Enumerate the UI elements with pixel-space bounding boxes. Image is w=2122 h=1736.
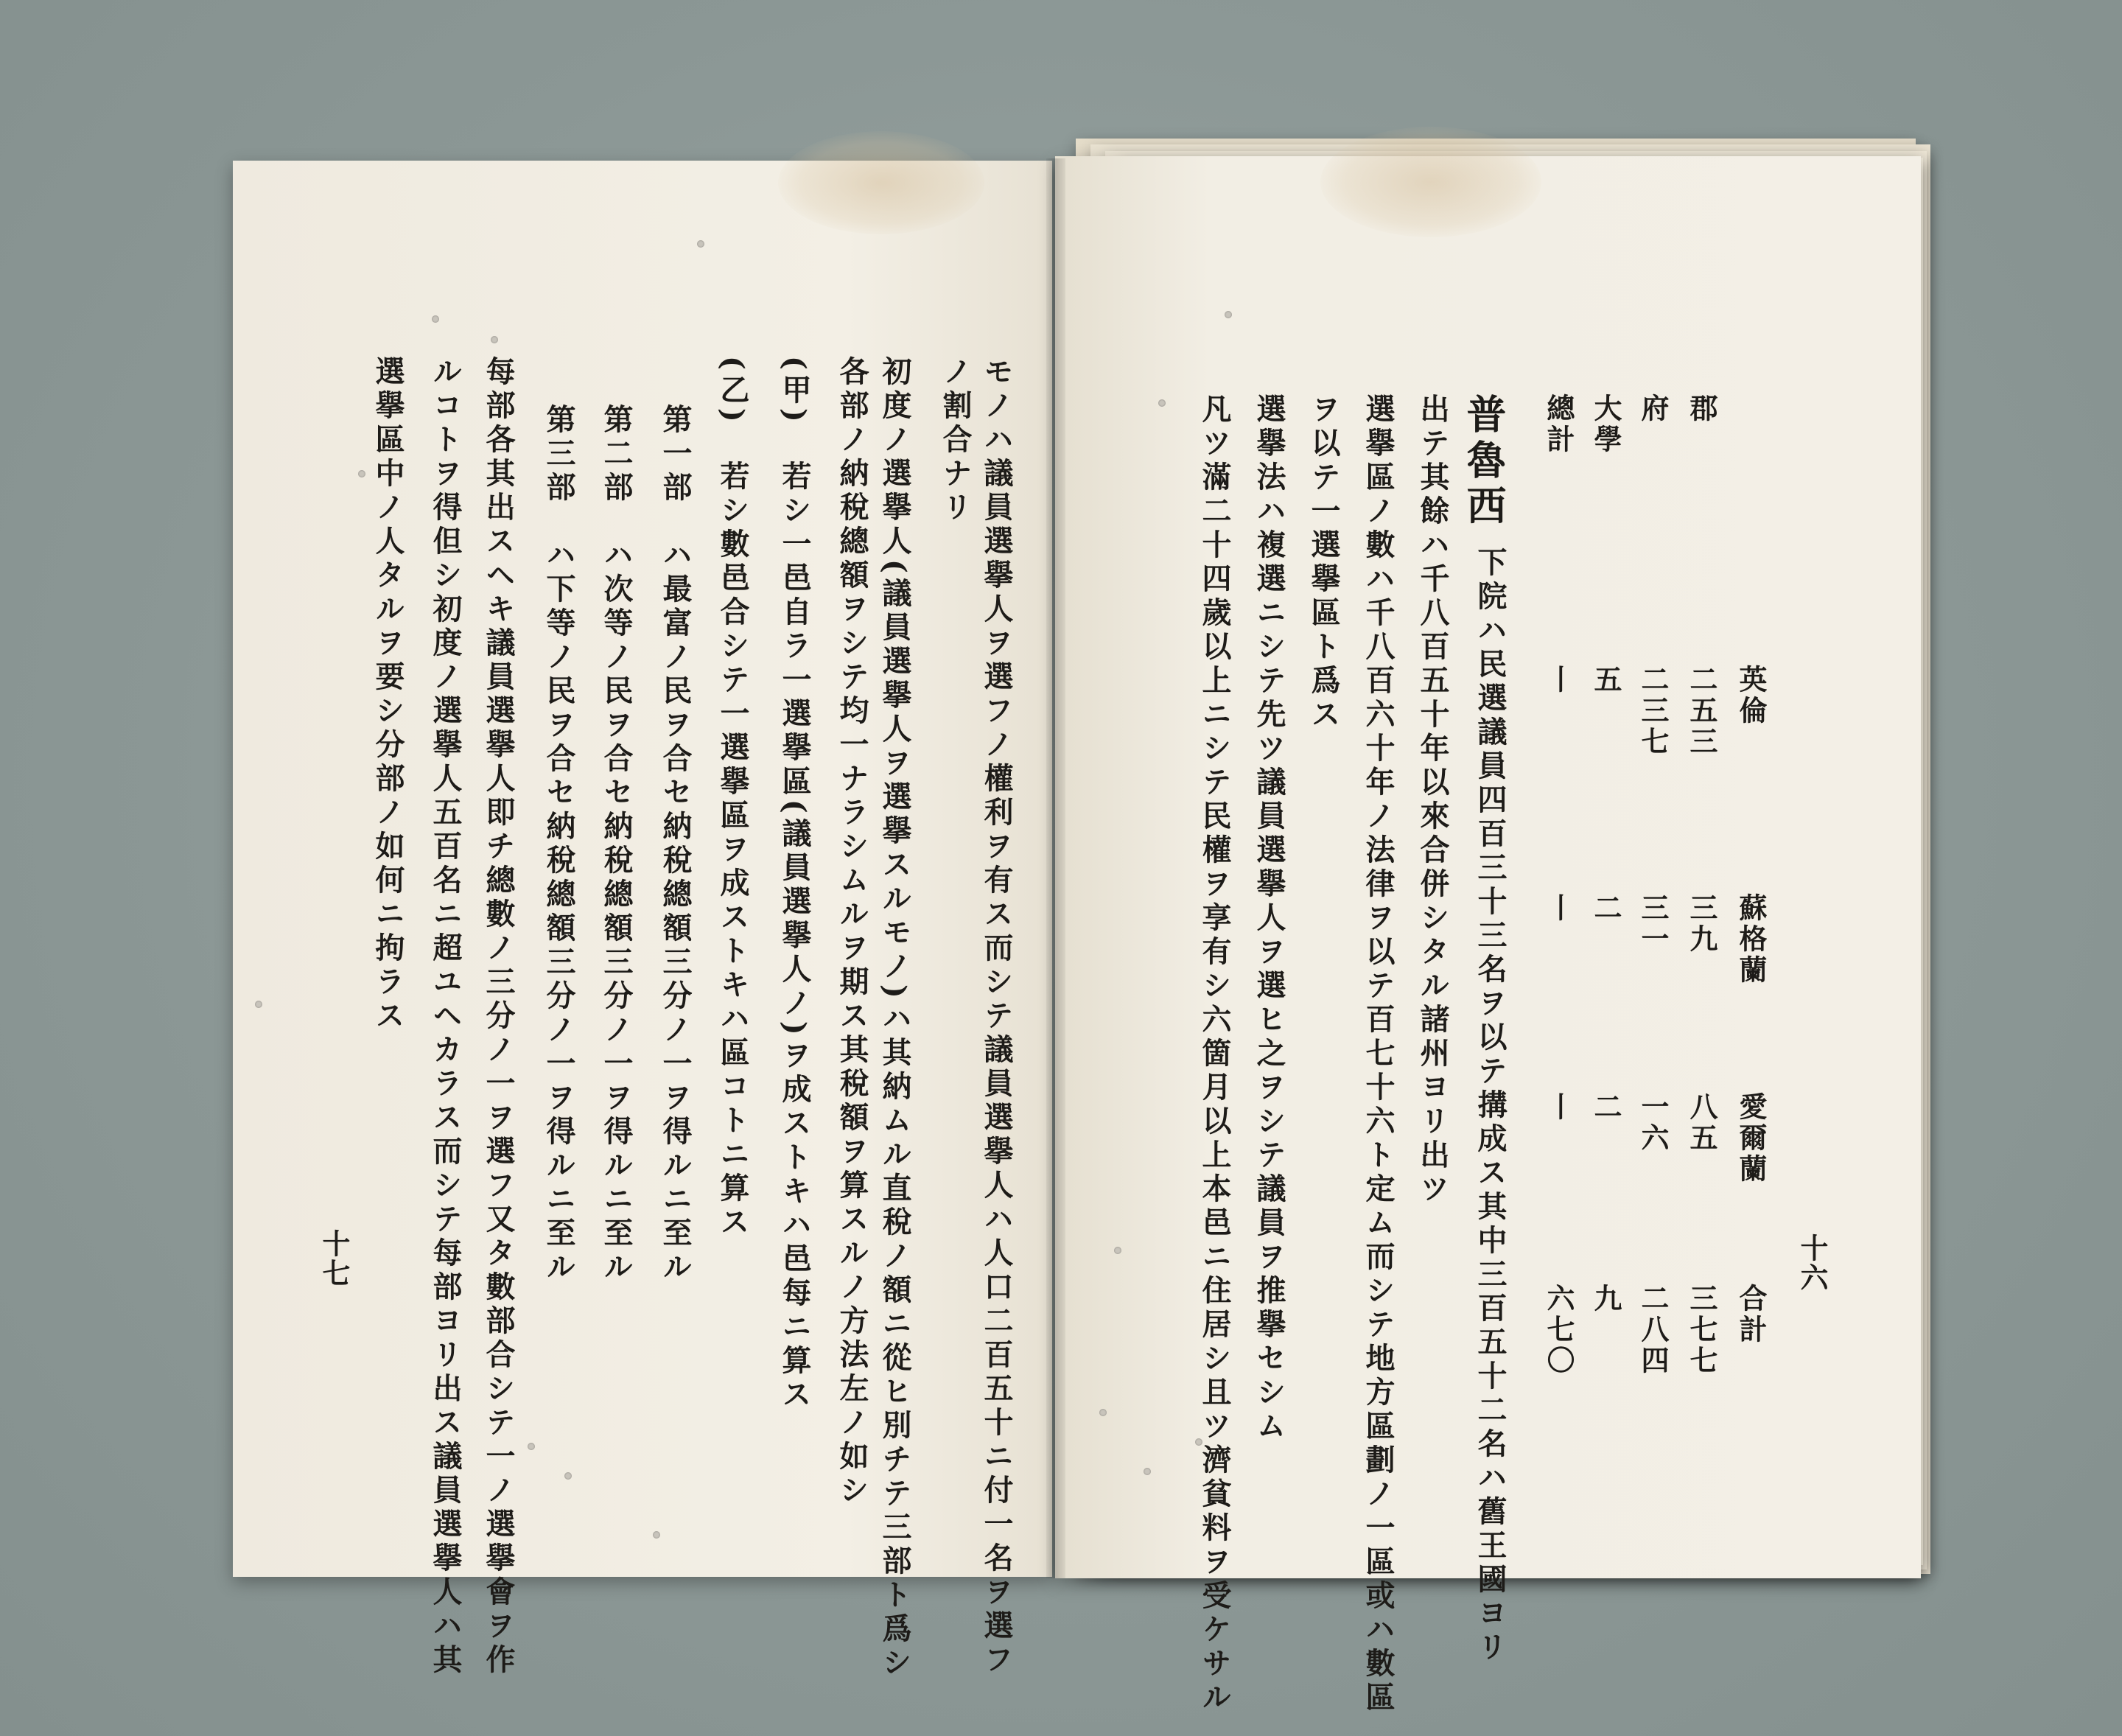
table-cell: 二 [1589, 1092, 1622, 1123]
table-cell: 二三七 [1636, 665, 1670, 757]
text-line: ヲ以テ一選擧區ト爲ス [1306, 393, 1341, 732]
table-cell: 三七七 [1685, 1284, 1718, 1376]
table-cell: 二 [1589, 893, 1622, 924]
text-line: 第一部 ハ最富ノ民ヲ合セ納稅總額三分ノ一ヲ得ルニ至ル [658, 404, 693, 1285]
binding-hole [491, 336, 498, 343]
table-cell: 九 [1589, 1284, 1622, 1315]
table-cell: 丨 [1542, 893, 1575, 924]
text-line: 選擧區ノ數ハ千八百六十年ノ法律ヲ以テ百七十六ト定ム而シテ地方區劃ノ一區或ハ數區 [1361, 393, 1396, 1715]
text-line: 第二部 ハ次等ノ民ヲ合セ納稅總額三分ノ一ヲ得ルニ至ル [599, 404, 634, 1285]
page-stain [1320, 127, 1541, 237]
book-gutter [1046, 158, 1065, 1578]
table-row-label: 總計 [1542, 393, 1575, 455]
table-cell: 丨 [1542, 665, 1575, 696]
text-line: 凡ツ滿二十四歲以上ニシテ民權ヲ享有シ六箇月以上本邑ニ住居シ且ツ濟貧料ヲ受ケサル [1197, 393, 1232, 1715]
table-cell: 丨 [1542, 1092, 1575, 1123]
text-line: 第三部 ハ下等ノ民ヲ合セ納稅總額三分ノ一ヲ得ルニ至ル [542, 404, 576, 1285]
binding-hole [1099, 1409, 1107, 1416]
text-line: 下院ハ民選議員四百三十三名ヲ以テ搆成ス其中三百五十二名ハ舊王國ヨリ [1473, 547, 1508, 1665]
binding-hole [432, 315, 439, 323]
table-header: 蘇格蘭 [1734, 893, 1768, 986]
table-header: 愛爾蘭 [1734, 1092, 1768, 1185]
section-title: 普魯西 [1460, 393, 1508, 531]
table-cell: 一六 [1636, 1092, 1670, 1154]
text-line: 出テ其餘ハ千八百五十年以來合併シタル諸州ヨリ出ツ [1415, 393, 1450, 1207]
binding-hole [1158, 399, 1166, 407]
text-line: 各部ノ納稅總額ヲシテ均一ナラシムルヲ期ス其稅額ヲ算スルノ方法左ノ如シ [835, 356, 869, 1508]
table-header: 英倫 [1734, 665, 1768, 727]
table-cell: 二五三 [1685, 665, 1718, 757]
binding-hole [528, 1443, 535, 1450]
table-cell: 五 [1589, 665, 1622, 696]
text-line: モノハ議員選擧人ヲ選フノ權利ヲ有ス而シテ議員選擧人ハ人口二百五十ニ付一名ヲ選フ [979, 356, 1014, 1678]
text-line: 選擧法ハ複選ニシテ先ツ議員選擧人ヲ選ヒ之ヲシテ議員ヲ推擧セシム [1252, 393, 1286, 1444]
binding-hole [255, 1001, 262, 1008]
text-line: 初度ノ選擧人(議員選擧人ヲ選擧スルモノ)ハ其納ムル直稅ノ額ニ從ヒ別チテ三部ト爲シ [878, 356, 912, 1681]
left-page [233, 161, 1052, 1681]
table-row-label: 大學 [1589, 393, 1622, 455]
right-page [1055, 156, 1921, 1715]
table-cell: 三一 [1636, 893, 1670, 955]
table-header: 合計 [1734, 1284, 1768, 1345]
binding-hole [564, 1472, 572, 1480]
table-cell: 三九 [1685, 893, 1718, 955]
table-row-label: 郡 [1685, 393, 1718, 424]
table-cell: 二八四 [1636, 1284, 1670, 1376]
page-number: 十七 [318, 1229, 351, 1288]
text-line: ノ割合ナリ [938, 356, 973, 525]
text-line: (甲) 若シ一邑自ラ一選擧區(議員選擧人ノ)ヲ成ストキハ邑每ニ算ス [777, 356, 812, 1413]
binding-hole [697, 240, 704, 248]
text-line: 每部各其出スヘキ議員選擧人即チ總數ノ三分ノ一ヲ選フ又タ數部合シテ一ノ選擧會ヲ作 [481, 356, 516, 1678]
page-number: 十六 [1796, 1233, 1829, 1292]
binding-hole [1225, 311, 1232, 318]
text-line: 選擧區中ノ人タルヲ要シ分部ノ如何ニ拘ラス [371, 356, 405, 1034]
binding-hole [1114, 1247, 1121, 1254]
binding-hole [358, 470, 365, 477]
table-row-label: 府 [1636, 393, 1670, 424]
binding-hole [653, 1531, 660, 1539]
text-line: ルコトヲ得但シ初度ノ選擧人五百名ニ超ユヘカラス而シテ每部ヨリ出ス議員選擧人ハ其 [428, 356, 463, 1678]
page-stain [778, 131, 984, 234]
table-cell: 八五 [1685, 1092, 1718, 1154]
text-line: (乙) 若シ數邑合シテ一選擧區ヲ成ストキハ區コトニ算ス [715, 356, 750, 1240]
binding-hole [1144, 1468, 1151, 1475]
table-cell: 六七〇 [1542, 1284, 1575, 1376]
